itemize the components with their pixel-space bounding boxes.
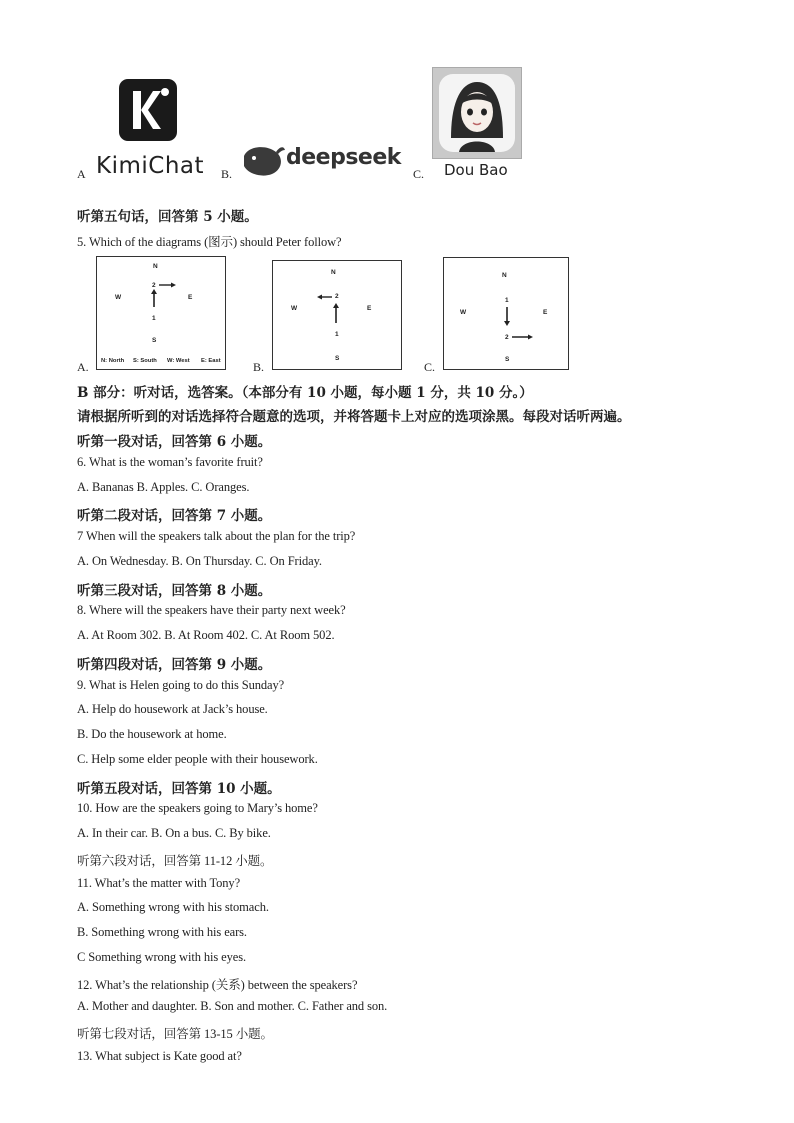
compass-w: W <box>291 305 298 312</box>
question-line: 听第六段对话，回答第 11-12 小题。 <box>77 853 273 868</box>
section-heading: 听第一段对话，回答第 6 小题。 <box>77 434 272 450</box>
compass-w: W <box>460 309 467 316</box>
partb-title: B 部分：听对话，选答案。（本部分有 10 小题，每小题 1 分，共 10 分。） <box>77 385 533 401</box>
compass-w: W <box>115 294 122 301</box>
compass-n: N <box>331 269 336 276</box>
logo-option-a: A <box>77 167 86 181</box>
question-line: 9. What is Helen going to do this Sunday? <box>77 677 285 692</box>
section-heading: 听第二段对话，回答第 7 小题。 <box>77 508 272 525</box>
diagram-b <box>272 260 402 370</box>
compass-n: N <box>502 272 507 279</box>
point-2: 2 <box>335 293 339 300</box>
q5-option-c: C. <box>424 360 436 374</box>
compass-e: E <box>188 294 193 301</box>
question-line: A. On Wednesday. B. On Thursday. C. On Friday. <box>77 553 322 568</box>
route-arrows-icon <box>97 257 225 369</box>
section-heading: 听第四段对话，回答第 9 小题。 <box>77 656 272 673</box>
question-line: B. Something wrong with his ears. <box>77 925 247 939</box>
q5-option-b: B. <box>253 360 265 374</box>
question-line: 7 When will the speakers talk about the plan for the trip? <box>77 529 356 543</box>
q5-heading: 听第五句话，回答第 5 小题。 <box>77 209 258 225</box>
question-line: A. Bananas B. Apples. C. Oranges. <box>77 479 250 494</box>
point-2: 2 <box>505 334 509 341</box>
compass-s: S <box>152 337 157 344</box>
compass-n: N <box>153 263 158 270</box>
question-line: 听第七段对话，回答第 13-15 小题。 <box>77 1027 273 1041</box>
kimi-k-icon <box>119 79 177 141</box>
question-line: A. Help do housework at Jack’s house. <box>77 702 268 717</box>
question-line: 8. Where will the speakers have their party next week? <box>77 603 346 618</box>
point-1: 1 <box>505 297 509 304</box>
question-line: A. In their car. B. On a bus. C. By bike. <box>77 826 271 840</box>
point-2: 2 <box>152 282 156 289</box>
section-heading: 听第五段对话，回答第 10 小题。 <box>77 780 281 797</box>
legend-south: S: South <box>133 358 157 364</box>
compass-e: E <box>543 309 548 316</box>
question-line: 12. What’s the relationship (关系) between the speakers? <box>77 977 358 992</box>
logo-option-c: C. <box>413 167 425 181</box>
doubao-label: Dou Bao <box>444 161 508 179</box>
compass-e: E <box>367 305 372 312</box>
diagram-a <box>96 256 226 370</box>
q5-option-a: A. <box>77 360 89 374</box>
kimi-logo-icon <box>119 79 177 141</box>
section-heading: 听第三段对话，回答第 8 小题。 <box>77 582 272 599</box>
route-arrows-icon <box>444 258 568 369</box>
compass-s: S <box>505 356 510 363</box>
question-line: 6. What is the woman’s favorite fruit? <box>77 454 263 469</box>
point-1: 1 <box>152 315 156 322</box>
route-arrows-icon <box>273 261 401 369</box>
deepseek-label: deepseek <box>286 145 401 170</box>
question-line: A. Something wrong with his stomach. <box>77 900 269 915</box>
question-line: 11. What’s the matter with Tony? <box>77 875 241 890</box>
compass-s: S <box>335 355 340 362</box>
logo-option-b: B. <box>221 167 233 181</box>
legend-east: E: East <box>201 358 221 364</box>
q5-question: 5. Which of the diagrams (图示) should Peter follow? <box>77 235 342 249</box>
legend-north: N: North <box>101 358 125 364</box>
question-line: C. Help some elder people with their housework. <box>77 751 318 766</box>
diagram-c <box>443 257 569 370</box>
question-line: B. Do the housework at home. <box>77 727 227 741</box>
question-line: C Something wrong with his eyes. <box>77 949 247 964</box>
partb-instruction: 请根据所听到的对话选择符合题意的选项，并将答题卡上对应的选项涂黑。每段对话听两遍。 <box>77 409 631 425</box>
question-line: A. At Room 302. B. At Room 402. C. At Room 502. <box>77 628 335 642</box>
legend-west: W: West <box>167 358 190 364</box>
kimichat-label: KimiChat <box>96 153 205 179</box>
question-line: 10. How are the speakers going to Mary’s home? <box>77 801 318 816</box>
point-1: 1 <box>335 331 339 338</box>
question-line: 13. What subject is Kate good at? <box>77 1048 242 1063</box>
doubao-avatar-icon <box>432 67 522 159</box>
question-line: A. Mother and daughter. B. Son and mother. C. Father and son. <box>77 999 388 1014</box>
deepseek-whale-icon <box>240 142 286 178</box>
